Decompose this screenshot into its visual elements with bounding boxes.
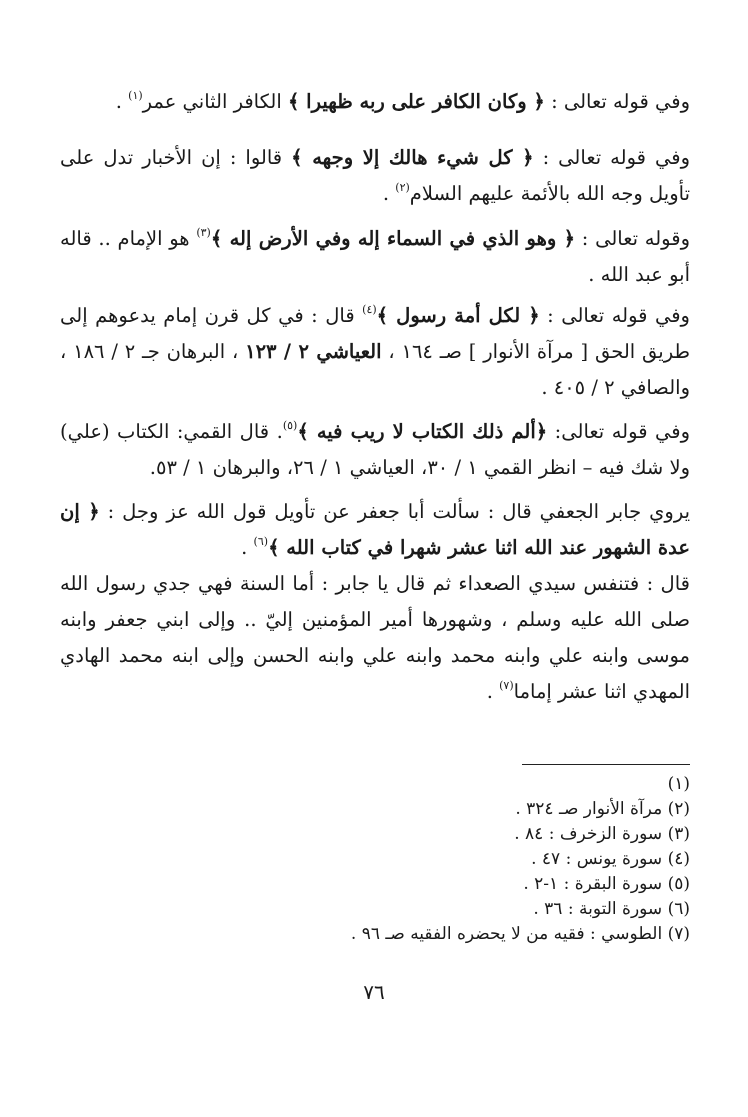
text-run: ، البرهان جـ ٢ / ١٨٦ ، والصافي ٢ / ٤٠٥ . <box>60 340 690 399</box>
quran-verse: ﴿ وكان الكافر على ربه ظهيرا ﴾ <box>287 90 545 113</box>
paragraph <box>60 140 690 212</box>
paragraph <box>60 566 690 710</box>
footnotes-list <box>60 772 690 947</box>
footnote-item: (١) <box>667 774 690 794</box>
paragraph <box>60 221 690 293</box>
footnote-item: (٦) سورة التوبة : ٣٦ . <box>533 899 690 919</box>
paragraph <box>60 298 690 406</box>
text-run: وفي قوله تعالى : <box>533 146 690 169</box>
footnote-ref: (٦) <box>253 534 269 548</box>
text-run: قالوا : إن الأخبار تدل على تأويل وجه الله بالأئمة عليهم السلام <box>60 146 690 205</box>
paragraph <box>60 494 690 566</box>
text-run: وفي قوله تعالى : <box>539 304 690 327</box>
text-run: وقوله تعالى : <box>575 227 690 250</box>
footnote-item: (٢) مرآة الأنوار صـ ٣٢٤ . <box>515 799 690 819</box>
footnote-ref: (٧) <box>499 678 514 692</box>
footnote-item: (٤) سورة يونس : ٤٧ . <box>531 849 690 869</box>
text-run: قال : في كل قرن إمام يدعوهم إلى طريق الحق [ مرآة الأنوار ] صـ ١٦٤ ، <box>60 304 690 363</box>
quran-verse: ﴿ألم ذلك الكتاب لا ريب فيه ﴾ <box>297 420 548 443</box>
quran-verse: ﴿ كل شيء هالك إلا وجهه ﴾ <box>291 146 534 169</box>
footnote-divider <box>522 764 690 765</box>
text-run: . قال القمي: الكتاب (علي) ولا شك فيه – انظر القمي ١ / ٣٠، العياشي ١ / ٢٦، والبرهان ١ / ٥٣. <box>60 420 690 479</box>
text-run: . <box>382 182 396 205</box>
footnote-ref: (٣) <box>196 225 211 239</box>
text-run: قال : فتنفس سيدي الصعداء ثم قال يا جابر : أما السنة فهي جدي رسول الله صلى الله عليه وسلم ، وشهورها أمير المؤمنين إليّ .. وإلى ابني جعفر وابنه موسى وابنه علي وابنه محمد وابنه علي وابنه الحسن وإلى ابنه محمد الهادي المهدي اثنا عشر إماما <box>60 572 690 703</box>
text-run: الكافر الثاني عمر <box>142 90 288 113</box>
text-run: هو الإمام .. قاله أبو عبد الله . <box>60 227 690 286</box>
paragraph <box>60 414 690 486</box>
text-run: . <box>486 680 500 703</box>
footnote-item: (٥) سورة البقرة : ١-٢ . <box>523 874 690 894</box>
quran-verse: ﴿ وهو الذي في السماء إله وفي الأرض إله ﴾ <box>210 227 576 250</box>
text-run: . <box>241 536 254 559</box>
footnote-ref: (٢) <box>395 180 410 194</box>
footnote-ref: (٥) <box>282 418 298 432</box>
footnote-ref: (٤) <box>362 302 377 316</box>
page-number: ٧٦ <box>363 980 385 1004</box>
text-run: وفي قوله تعالى : <box>544 90 690 113</box>
quran-verse: ﴿ إن عدة الشهور عند الله اثنا عشر شهرا في كتاب الله ﴾ <box>60 500 690 559</box>
paragraph <box>60 84 690 120</box>
text-run: يروي جابر الجعفي قال : سألت أبا جعفر عن تأويل قول الله عز وجل : <box>99 500 691 523</box>
bold-reference: العياشي ٢ / ١٢٣ <box>245 340 382 363</box>
footnote-item: (٣) سورة الزخرف : ٨٤ . <box>514 824 690 844</box>
text-run: . <box>115 90 129 113</box>
quran-verse: ﴿ لكل أمة رسول ﴾ <box>376 304 540 327</box>
text-run: وفي قوله تعالى: <box>547 420 690 443</box>
footnote-ref: (١) <box>128 88 143 102</box>
footnote-item: (٧) الطوسي : فقيه من لا يحضره الفقيه صـ ٩٦ . <box>350 924 690 944</box>
